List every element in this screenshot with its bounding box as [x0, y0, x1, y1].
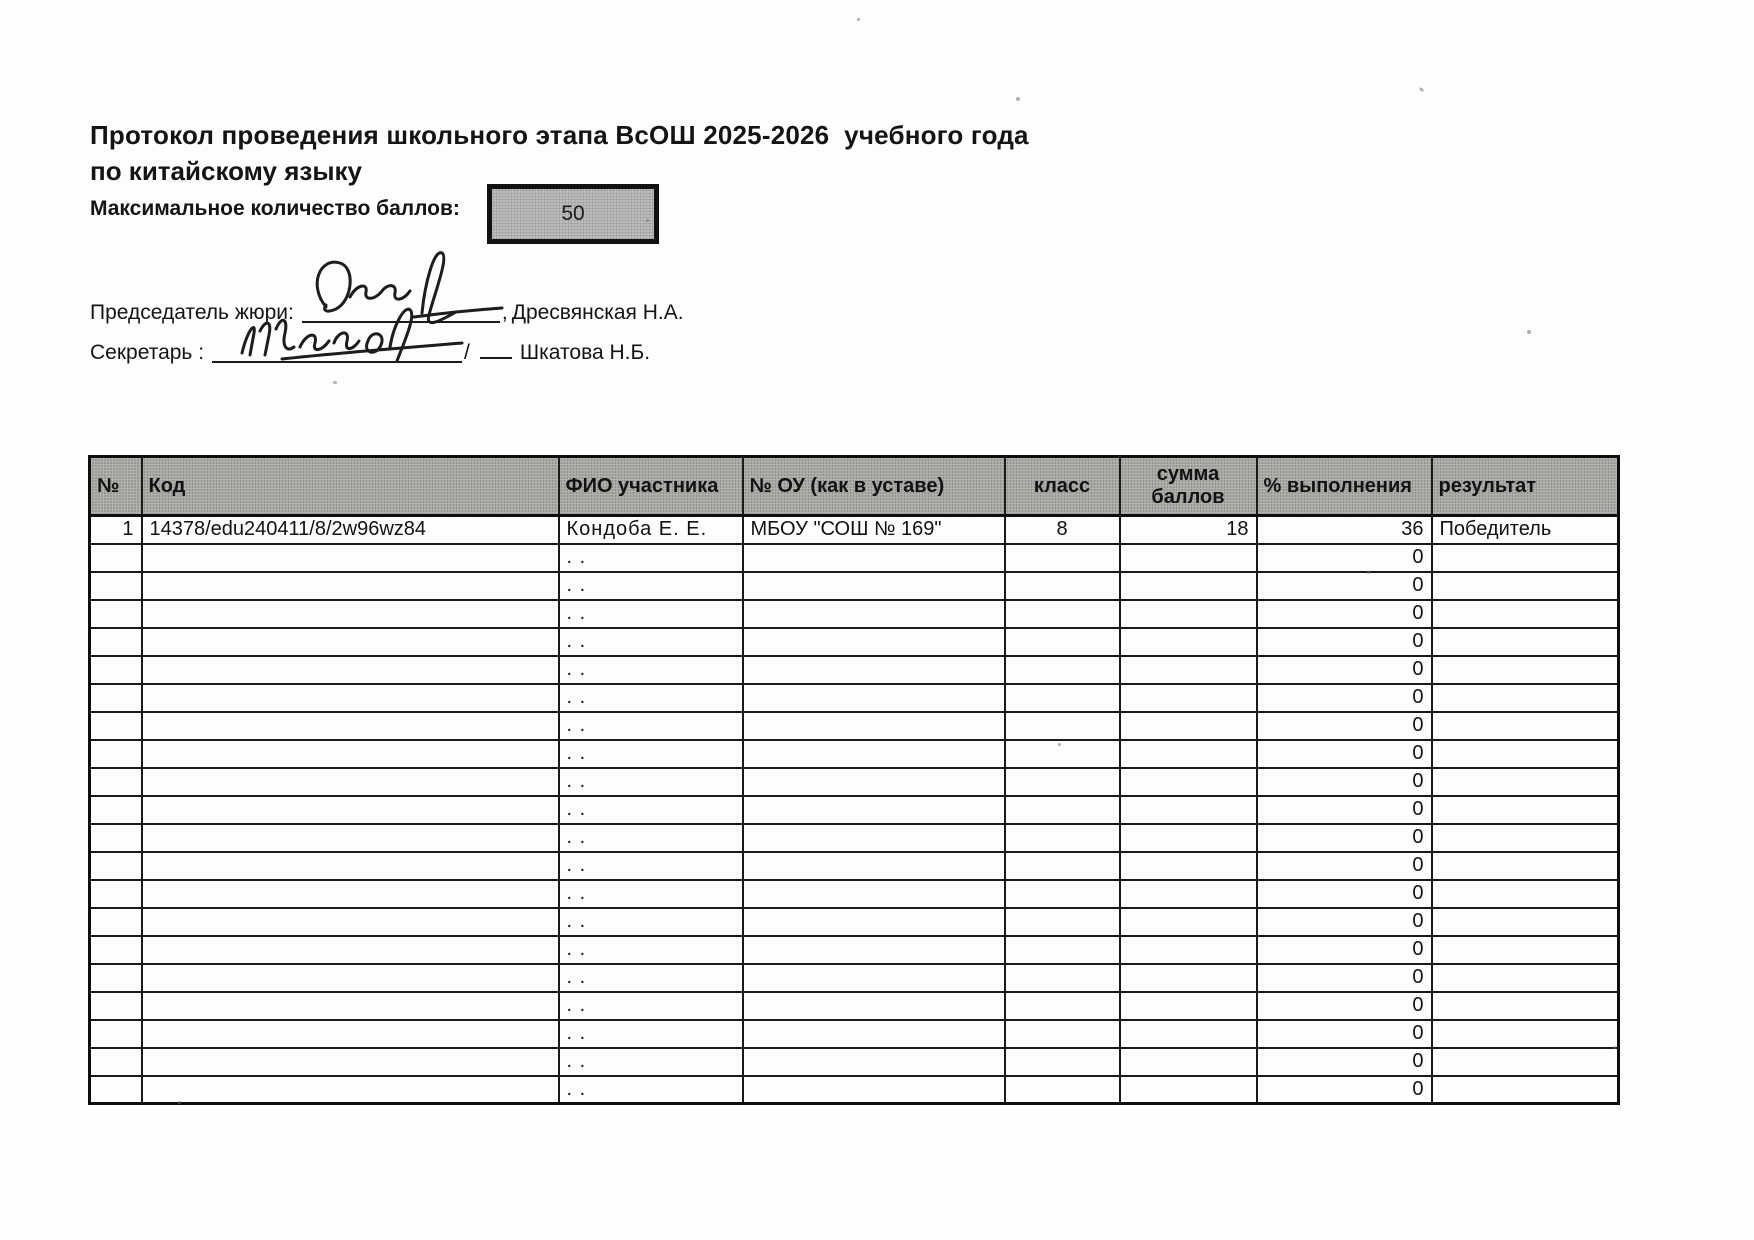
cell-grade — [1005, 992, 1120, 1020]
cell-result — [1432, 936, 1619, 964]
header-grade: класс — [1005, 457, 1120, 516]
cell-percent: 0 — [1257, 796, 1432, 824]
cell-result — [1432, 908, 1619, 936]
cell-result — [1432, 880, 1619, 908]
cell-name: . . — [559, 992, 743, 1020]
cell-num — [90, 544, 142, 572]
cell-score — [1120, 1048, 1257, 1076]
cell-code — [142, 1076, 559, 1104]
table-row — [90, 740, 1619, 768]
chairman-signature-row — [90, 301, 684, 325]
cell-name: . . — [559, 740, 743, 768]
cell-code — [142, 824, 559, 852]
cell-code — [142, 880, 559, 908]
cell-school: МБОУ "СОШ № 169" — [743, 516, 1005, 544]
cell-grade — [1005, 852, 1120, 880]
table-row — [90, 964, 1619, 992]
cell-name: . . — [559, 964, 743, 992]
cell-name: . . — [559, 796, 743, 824]
cell-grade — [1005, 796, 1120, 824]
cell-percent: 0 — [1257, 628, 1432, 656]
table-row — [90, 516, 1619, 544]
cell-num — [90, 936, 142, 964]
cell-score — [1120, 628, 1257, 656]
header-percent: % выполнения — [1257, 457, 1432, 516]
cell-grade — [1005, 936, 1120, 964]
cell-name: . . — [559, 1076, 743, 1104]
cell-score — [1120, 572, 1257, 600]
cell-num — [90, 684, 142, 712]
cell-school — [743, 656, 1005, 684]
table-row — [90, 796, 1619, 824]
cell-score — [1120, 544, 1257, 572]
cell-num — [90, 964, 142, 992]
results-table-body — [90, 516, 1619, 1104]
cell-grade — [1005, 712, 1120, 740]
cell-percent: 0 — [1257, 936, 1432, 964]
cell-score: 18 — [1120, 516, 1257, 544]
cell-school — [743, 600, 1005, 628]
cell-score — [1120, 712, 1257, 740]
cell-result — [1432, 1076, 1619, 1104]
cell-percent: 0 — [1257, 1076, 1432, 1104]
cell-result — [1432, 544, 1619, 572]
cell-num — [90, 824, 142, 852]
cell-score — [1120, 1020, 1257, 1048]
cell-percent: 0 — [1257, 656, 1432, 684]
cell-score — [1120, 992, 1257, 1020]
chairman-label: Председатель жюри: — [90, 301, 294, 324]
cell-score — [1120, 768, 1257, 796]
cell-code — [142, 852, 559, 880]
max-score-label: Максимальное количество баллов: — [90, 197, 460, 220]
cell-score — [1120, 600, 1257, 628]
cell-name: . . — [559, 768, 743, 796]
cell-score — [1120, 740, 1257, 768]
cell-result — [1432, 796, 1619, 824]
table-row — [90, 544, 1619, 572]
table-row — [90, 936, 1619, 964]
cell-name: . . — [559, 936, 743, 964]
chairman-signature — [298, 249, 508, 329]
cell-num — [90, 1048, 142, 1076]
cell-grade — [1005, 1076, 1120, 1104]
cell-num — [90, 628, 142, 656]
cell-num: 1 — [90, 516, 142, 544]
header-code: Код — [142, 457, 559, 516]
secretary-name: Шкатова Н.Б. — [519, 341, 651, 364]
cell-score — [1120, 796, 1257, 824]
cell-code — [142, 684, 559, 712]
cell-result — [1432, 656, 1619, 684]
cell-num — [90, 796, 142, 824]
cell-percent: 0 — [1257, 684, 1432, 712]
secretary-signature-line — [212, 341, 462, 363]
cell-percent: 0 — [1257, 992, 1432, 1020]
cell-result — [1432, 852, 1619, 880]
cell-grade — [1005, 768, 1120, 796]
cell-name: . . — [559, 684, 743, 712]
table-row — [90, 1020, 1619, 1048]
header-name: ФИО участника — [559, 457, 743, 516]
table-row — [90, 824, 1619, 852]
cell-score — [1120, 1076, 1257, 1104]
cell-result — [1432, 1048, 1619, 1076]
cell-percent: 0 — [1257, 1048, 1432, 1076]
cell-result — [1432, 992, 1619, 1020]
cell-code — [142, 796, 559, 824]
table-row — [90, 908, 1619, 936]
cell-name: . . — [559, 712, 743, 740]
table-row — [90, 572, 1619, 600]
secretary-signature-row — [90, 337, 650, 365]
cell-code: 14378/edu240411/8/2w96wz84 — [142, 516, 559, 544]
cell-name: . . — [559, 600, 743, 628]
secretary-punctuation: / — [464, 341, 470, 364]
cell-school — [743, 712, 1005, 740]
document-subtitle: по китайскому языку — [90, 156, 362, 186]
cell-score — [1120, 908, 1257, 936]
cell-result — [1432, 600, 1619, 628]
cell-percent: 0 — [1257, 824, 1432, 852]
cell-percent: 0 — [1257, 1020, 1432, 1048]
cell-name: . . — [559, 880, 743, 908]
secretary-label: Секретарь : — [90, 341, 205, 364]
header-score: сумма баллов — [1120, 457, 1257, 516]
cell-grade: 8 — [1005, 516, 1120, 544]
cell-school — [743, 964, 1005, 992]
cell-percent: 0 — [1257, 964, 1432, 992]
cell-name: . . — [559, 852, 743, 880]
cell-num — [90, 992, 142, 1020]
cell-code — [142, 768, 559, 796]
table-row — [90, 1048, 1619, 1076]
cell-grade — [1005, 544, 1120, 572]
cell-grade — [1005, 1020, 1120, 1048]
cell-percent: 0 — [1257, 600, 1432, 628]
cell-school — [743, 992, 1005, 1020]
cell-result — [1432, 768, 1619, 796]
cell-result — [1432, 964, 1619, 992]
cell-percent: 0 — [1257, 572, 1432, 600]
cell-code — [142, 628, 559, 656]
cell-result — [1432, 628, 1619, 656]
cell-grade — [1005, 964, 1120, 992]
table-row — [90, 768, 1619, 796]
cell-result — [1432, 572, 1619, 600]
table-row — [90, 628, 1619, 656]
cell-num — [90, 768, 142, 796]
header-school: № ОУ (как в уставе) — [743, 457, 1005, 516]
cell-percent: 0 — [1257, 712, 1432, 740]
cell-code — [142, 572, 559, 600]
cell-grade — [1005, 684, 1120, 712]
cell-num — [90, 712, 142, 740]
cell-code — [142, 740, 559, 768]
cell-code — [142, 936, 559, 964]
cell-percent: 0 — [1257, 908, 1432, 936]
max-score-value: 50 — [561, 202, 585, 225]
cell-grade — [1005, 628, 1120, 656]
cell-num — [90, 1020, 142, 1048]
cell-score — [1120, 880, 1257, 908]
max-score-box — [487, 184, 659, 244]
cell-code — [142, 656, 559, 684]
cell-score — [1120, 936, 1257, 964]
cell-grade — [1005, 600, 1120, 628]
cell-code — [142, 712, 559, 740]
cell-school — [743, 740, 1005, 768]
cell-num — [90, 852, 142, 880]
table-row — [90, 852, 1619, 880]
chairman-signature-line — [302, 301, 500, 323]
cell-code — [142, 908, 559, 936]
cell-grade — [1005, 880, 1120, 908]
results-table — [88, 455, 1620, 1105]
table-row — [90, 712, 1619, 740]
cell-name: . . — [559, 1020, 743, 1048]
cell-percent: 0 — [1257, 880, 1432, 908]
table-row — [90, 684, 1619, 712]
document-title: Протокол проведения школьного этапа ВсОШ 2025-2026 учебного года — [90, 120, 1029, 150]
cell-grade — [1005, 1048, 1120, 1076]
cell-num — [90, 880, 142, 908]
cell-result — [1432, 684, 1619, 712]
cell-score — [1120, 852, 1257, 880]
cell-school — [743, 936, 1005, 964]
cell-school — [743, 824, 1005, 852]
cell-school — [743, 768, 1005, 796]
cell-grade — [1005, 740, 1120, 768]
cell-score — [1120, 964, 1257, 992]
cell-code — [142, 1020, 559, 1048]
cell-grade — [1005, 656, 1120, 684]
cell-num — [90, 908, 142, 936]
cell-code — [142, 600, 559, 628]
cell-code — [142, 544, 559, 572]
cell-percent: 0 — [1257, 852, 1432, 880]
cell-name: . . — [559, 656, 743, 684]
cell-school — [743, 1048, 1005, 1076]
cell-school — [743, 1076, 1005, 1104]
cell-school — [743, 544, 1005, 572]
cell-name: . . — [559, 1048, 743, 1076]
table-row — [90, 992, 1619, 1020]
cell-name: . . — [559, 544, 743, 572]
table-row — [90, 1076, 1619, 1104]
cell-result — [1432, 712, 1619, 740]
cell-score — [1120, 684, 1257, 712]
cell-num — [90, 656, 142, 684]
cell-school — [743, 880, 1005, 908]
cell-school — [743, 572, 1005, 600]
cell-percent: 0 — [1257, 740, 1432, 768]
cell-result — [1432, 1020, 1619, 1048]
cell-school — [743, 852, 1005, 880]
chairman-punctuation: , — [501, 301, 508, 324]
header-num: № — [90, 457, 142, 516]
cell-num — [90, 572, 142, 600]
cell-school — [743, 1020, 1005, 1048]
cell-grade — [1005, 908, 1120, 936]
cell-school — [743, 908, 1005, 936]
cell-num — [90, 740, 142, 768]
cell-grade — [1005, 572, 1120, 600]
header-result: результат — [1432, 457, 1619, 516]
cell-school — [743, 684, 1005, 712]
cell-percent: 36 — [1257, 516, 1432, 544]
cell-name: . . — [559, 824, 743, 852]
cell-result — [1432, 824, 1619, 852]
table-header-row — [90, 457, 1619, 516]
secretary-line-stub — [480, 337, 512, 359]
cell-code — [142, 992, 559, 1020]
cell-num — [90, 600, 142, 628]
cell-grade — [1005, 824, 1120, 852]
cell-code — [142, 1048, 559, 1076]
cell-code — [142, 964, 559, 992]
table-row — [90, 880, 1619, 908]
cell-school — [743, 628, 1005, 656]
cell-name: . . — [559, 572, 743, 600]
table-row — [90, 656, 1619, 684]
cell-school — [743, 796, 1005, 824]
cell-name: . . — [559, 628, 743, 656]
cell-score — [1120, 656, 1257, 684]
cell-score — [1120, 824, 1257, 852]
cell-num — [90, 1076, 142, 1104]
cell-result — [1432, 740, 1619, 768]
cell-name: . . — [559, 908, 743, 936]
cell-percent: 0 — [1257, 544, 1432, 572]
chairman-name: Дресвянская Н.А. — [511, 301, 684, 324]
cell-name: Кондоба Е. Е. — [559, 516, 743, 544]
table-row — [90, 600, 1619, 628]
cell-percent: 0 — [1257, 768, 1432, 796]
cell-result: Победитель — [1432, 516, 1619, 544]
